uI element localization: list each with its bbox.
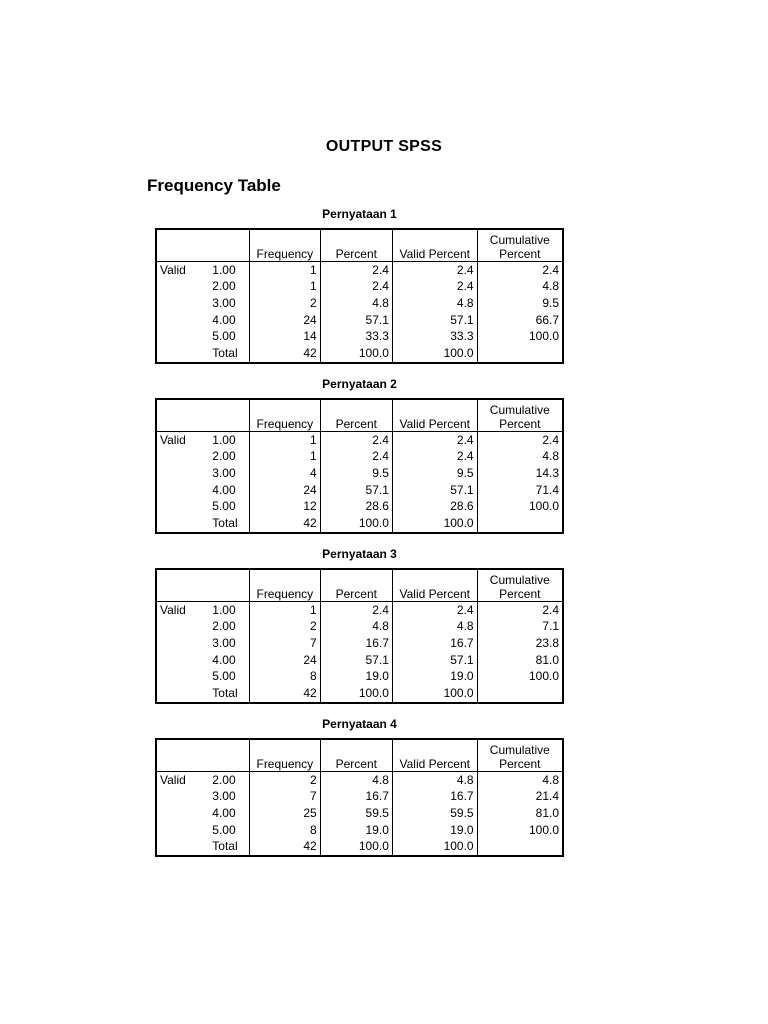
- percent-cell: 16.7: [320, 635, 392, 652]
- percent-cell: 19.0: [320, 668, 392, 685]
- category-cell: Total: [212, 839, 238, 854]
- cumulative-percent-cell: [477, 685, 563, 703]
- valid-label: [156, 295, 209, 312]
- header-blank: [209, 569, 249, 601]
- header-blank: [209, 739, 249, 771]
- valid-percent-cell: 100.0: [392, 838, 477, 856]
- cumulative-percent-cell: 2.4: [477, 431, 563, 448]
- valid-label: Valid: [160, 772, 186, 787]
- category-cell: 3.00: [212, 295, 236, 310]
- cumulative-percent-cell: 81.0: [477, 652, 563, 669]
- valid-percent-cell: 59.5: [392, 805, 477, 822]
- category-cell: 5.00: [212, 499, 236, 514]
- header-percent: Percent: [320, 739, 392, 771]
- category-cell: 2.00: [212, 449, 236, 464]
- header-cumulative-line1: Cumulative: [489, 742, 550, 757]
- percent-cell: 2.4: [320, 261, 392, 278]
- valid-percent-cell: 2.4: [392, 448, 477, 465]
- frequency-cell: 24: [249, 312, 320, 329]
- header-row: [156, 739, 563, 771]
- header-blank: [156, 229, 209, 261]
- cumulative-percent-cell: 7.1: [477, 618, 563, 635]
- table-row: [156, 822, 563, 839]
- header-row: [156, 399, 563, 431]
- category-cell: 1.00: [212, 432, 236, 447]
- cumulative-percent-cell: 100.0: [477, 668, 563, 685]
- cumulative-percent-cell: [477, 345, 563, 363]
- frequency-cell: 14: [249, 328, 320, 345]
- table-row: [156, 838, 563, 856]
- category-cell: 5.00: [212, 329, 236, 344]
- header-cumulative-line1: Cumulative: [489, 232, 550, 247]
- valid-percent-cell: 16.7: [392, 635, 477, 652]
- valid-label: [156, 498, 209, 515]
- header-row: [156, 569, 563, 601]
- header-valid-percent: Valid Percent: [392, 569, 477, 601]
- header-percent: Percent: [320, 569, 392, 601]
- header-cumulative-percent: [477, 569, 563, 601]
- cumulative-percent-cell: 23.8: [477, 635, 563, 652]
- table-row: [156, 805, 563, 822]
- table-row: [156, 668, 563, 685]
- percent-cell: 100.0: [320, 685, 392, 703]
- table-row: [156, 328, 563, 345]
- table-row: [156, 618, 563, 635]
- frequency-cell: 1: [249, 448, 320, 465]
- cumulative-percent-cell: 2.4: [477, 261, 563, 278]
- category-cell: 4.00: [212, 805, 236, 820]
- valid-label: [156, 635, 209, 652]
- header-cumulative-percent: [477, 739, 563, 771]
- header-frequency: Frequency: [249, 399, 320, 431]
- cumulative-percent-cell: 100.0: [477, 328, 563, 345]
- valid-percent-cell: 2.4: [392, 261, 477, 278]
- table-row: [156, 261, 563, 278]
- valid-percent-cell: 2.4: [392, 431, 477, 448]
- header-cumulative-line2: Percent: [499, 416, 541, 431]
- frequency-cell: 24: [249, 482, 320, 499]
- category-cell: 2.00: [212, 619, 236, 634]
- valid-percent-cell: 2.4: [392, 278, 477, 295]
- cumulative-percent-cell: 100.0: [477, 822, 563, 839]
- header-cumulative-percent: [477, 229, 563, 261]
- header-frequency: Frequency: [249, 229, 320, 261]
- percent-cell: 4.8: [320, 771, 392, 788]
- table-row: [156, 465, 563, 482]
- percent-cell: 2.4: [320, 431, 392, 448]
- valid-percent-cell: 9.5: [392, 465, 477, 482]
- table-row: [156, 295, 563, 312]
- valid-percent-cell: 33.3: [392, 328, 477, 345]
- cumulative-percent-cell: 2.4: [477, 601, 563, 618]
- frequency-cell: 2: [249, 771, 320, 788]
- frequency-cell: 4: [249, 465, 320, 482]
- table-row: [156, 515, 563, 533]
- header-valid-percent: Valid Percent: [392, 229, 477, 261]
- cumulative-percent-cell: [477, 515, 563, 533]
- frequency-cell: 1: [249, 601, 320, 618]
- valid-label: Valid: [160, 262, 186, 277]
- frequency-table: [155, 398, 564, 534]
- percent-cell: 57.1: [320, 312, 392, 329]
- category-cell: Total: [212, 516, 238, 531]
- category-cell: 1.00: [212, 602, 236, 617]
- valid-label: [156, 278, 209, 295]
- header-cumulative-line2: Percent: [499, 246, 541, 261]
- cumulative-percent-cell: 66.7: [477, 312, 563, 329]
- header-blank: [156, 569, 209, 601]
- valid-percent-cell: 4.8: [392, 771, 477, 788]
- category-cell: 4.00: [212, 652, 236, 667]
- percent-cell: 59.5: [320, 805, 392, 822]
- table-row: [156, 431, 563, 448]
- header-row: [156, 229, 563, 261]
- table-row: [156, 448, 563, 465]
- header-valid-percent: Valid Percent: [392, 739, 477, 771]
- percent-cell: 57.1: [320, 652, 392, 669]
- valid-percent-cell: 19.0: [392, 668, 477, 685]
- valid-label: Valid: [160, 432, 186, 447]
- header-percent: Percent: [320, 229, 392, 261]
- table-row: [156, 652, 563, 669]
- table-row: [156, 345, 563, 363]
- header-blank: [209, 399, 249, 431]
- frequency-table: [155, 568, 564, 704]
- category-cell: 5.00: [212, 669, 236, 684]
- header-frequency: Frequency: [249, 739, 320, 771]
- cumulative-percent-cell: 9.5: [477, 295, 563, 312]
- frequency-cell: 12: [249, 498, 320, 515]
- valid-label: [156, 652, 209, 669]
- header-blank: [156, 399, 209, 431]
- percent-cell: 33.3: [320, 328, 392, 345]
- table-caption: Pernyataan 4: [322, 717, 397, 731]
- valid-label: [156, 482, 209, 499]
- frequency-cell: 2: [249, 295, 320, 312]
- valid-label: [156, 805, 209, 822]
- header-cumulative-percent: [477, 399, 563, 431]
- table-caption: Pernyataan 2: [322, 377, 397, 391]
- cumulative-percent-cell: 100.0: [477, 498, 563, 515]
- valid-percent-cell: 16.7: [392, 788, 477, 805]
- table-row: [156, 498, 563, 515]
- frequency-cell: 7: [249, 635, 320, 652]
- frequency-cell: 8: [249, 822, 320, 839]
- table-row: [156, 278, 563, 295]
- percent-cell: 100.0: [320, 838, 392, 856]
- table-caption: Pernyataan 1: [322, 207, 397, 221]
- valid-label: [156, 668, 209, 685]
- percent-cell: 4.8: [320, 618, 392, 635]
- cumulative-percent-cell: 4.8: [477, 771, 563, 788]
- frequency-cell: 24: [249, 652, 320, 669]
- percent-cell: 19.0: [320, 822, 392, 839]
- table-caption: Pernyataan 3: [322, 547, 397, 561]
- valid-percent-cell: 4.8: [392, 295, 477, 312]
- table-row: [156, 788, 563, 805]
- category-cell: 4.00: [212, 482, 236, 497]
- category-cell: Total: [212, 686, 238, 701]
- header-cumulative-line2: Percent: [499, 586, 541, 601]
- document-title: OUTPUT SPSS: [325, 138, 443, 155]
- valid-label: [156, 618, 209, 635]
- percent-cell: 57.1: [320, 482, 392, 499]
- header-cumulative-line1: Cumulative: [489, 572, 550, 587]
- valid-percent-cell: 4.8: [392, 618, 477, 635]
- frequency-table: [155, 228, 564, 364]
- category-cell: 5.00: [212, 822, 236, 837]
- valid-percent-cell: 57.1: [392, 312, 477, 329]
- percent-cell: 28.6: [320, 498, 392, 515]
- table-row: [156, 635, 563, 652]
- table-row: [156, 312, 563, 329]
- category-cell: 1.00: [212, 262, 236, 277]
- header-blank: [156, 739, 209, 771]
- table-row: [156, 771, 563, 788]
- cumulative-percent-cell: 4.8: [477, 278, 563, 295]
- frequency-cell: 42: [249, 685, 320, 703]
- category-cell: 2.00: [212, 772, 236, 787]
- valid-percent-cell: 57.1: [392, 652, 477, 669]
- header-blank: [209, 229, 249, 261]
- frequency-cell: 1: [249, 431, 320, 448]
- percent-cell: 100.0: [320, 345, 392, 363]
- table-row: [156, 601, 563, 618]
- cumulative-percent-cell: 4.8: [477, 448, 563, 465]
- percent-cell: 2.4: [320, 601, 392, 618]
- valid-label: [156, 788, 209, 805]
- cumulative-percent-cell: 21.4: [477, 788, 563, 805]
- valid-percent-cell: 57.1: [392, 482, 477, 499]
- frequency-cell: 8: [249, 668, 320, 685]
- cumulative-percent-cell: 81.0: [477, 805, 563, 822]
- category-cell: 4.00: [212, 312, 236, 327]
- valid-percent-cell: 28.6: [392, 498, 477, 515]
- frequency-cell: 2: [249, 618, 320, 635]
- frequency-cell: 42: [249, 345, 320, 363]
- valid-label: [156, 345, 209, 363]
- percent-cell: 4.8: [320, 295, 392, 312]
- header-valid-percent: Valid Percent: [392, 399, 477, 431]
- valid-label: [156, 465, 209, 482]
- valid-percent-cell: 100.0: [392, 345, 477, 363]
- valid-label: [156, 312, 209, 329]
- cumulative-percent-cell: [477, 838, 563, 856]
- valid-label: [156, 515, 209, 533]
- cumulative-percent-cell: 71.4: [477, 482, 563, 499]
- frequency-cell: 1: [249, 261, 320, 278]
- category-cell: 3.00: [212, 789, 236, 804]
- valid-percent-cell: 2.4: [392, 601, 477, 618]
- header-frequency: Frequency: [249, 569, 320, 601]
- header-cumulative-line1: Cumulative: [489, 402, 550, 417]
- cumulative-percent-cell: 14.3: [477, 465, 563, 482]
- table-row: [156, 482, 563, 499]
- valid-percent-cell: 19.0: [392, 822, 477, 839]
- valid-percent-cell: 100.0: [392, 515, 477, 533]
- valid-label: Valid: [160, 602, 186, 617]
- percent-cell: 9.5: [320, 465, 392, 482]
- percent-cell: 2.4: [320, 448, 392, 465]
- valid-label: [156, 448, 209, 465]
- valid-label: [156, 838, 209, 856]
- frequency-cell: 42: [249, 838, 320, 856]
- category-cell: Total: [212, 346, 238, 361]
- valid-percent-cell: 100.0: [392, 685, 477, 703]
- valid-label: [156, 328, 209, 345]
- category-cell: 2.00: [212, 279, 236, 294]
- frequency-cell: 42: [249, 515, 320, 533]
- header-percent: Percent: [320, 399, 392, 431]
- category-cell: 3.00: [212, 465, 236, 480]
- percent-cell: 2.4: [320, 278, 392, 295]
- frequency-cell: 25: [249, 805, 320, 822]
- percent-cell: 16.7: [320, 788, 392, 805]
- header-cumulative-line2: Percent: [499, 756, 541, 771]
- valid-label: [156, 822, 209, 839]
- frequency-cell: 1: [249, 278, 320, 295]
- section-title: Frequency Table: [147, 176, 281, 195]
- category-cell: 3.00: [212, 635, 236, 650]
- table-row: [156, 685, 563, 703]
- valid-label: [156, 685, 209, 703]
- percent-cell: 100.0: [320, 515, 392, 533]
- frequency-cell: 7: [249, 788, 320, 805]
- frequency-table: [155, 738, 564, 857]
